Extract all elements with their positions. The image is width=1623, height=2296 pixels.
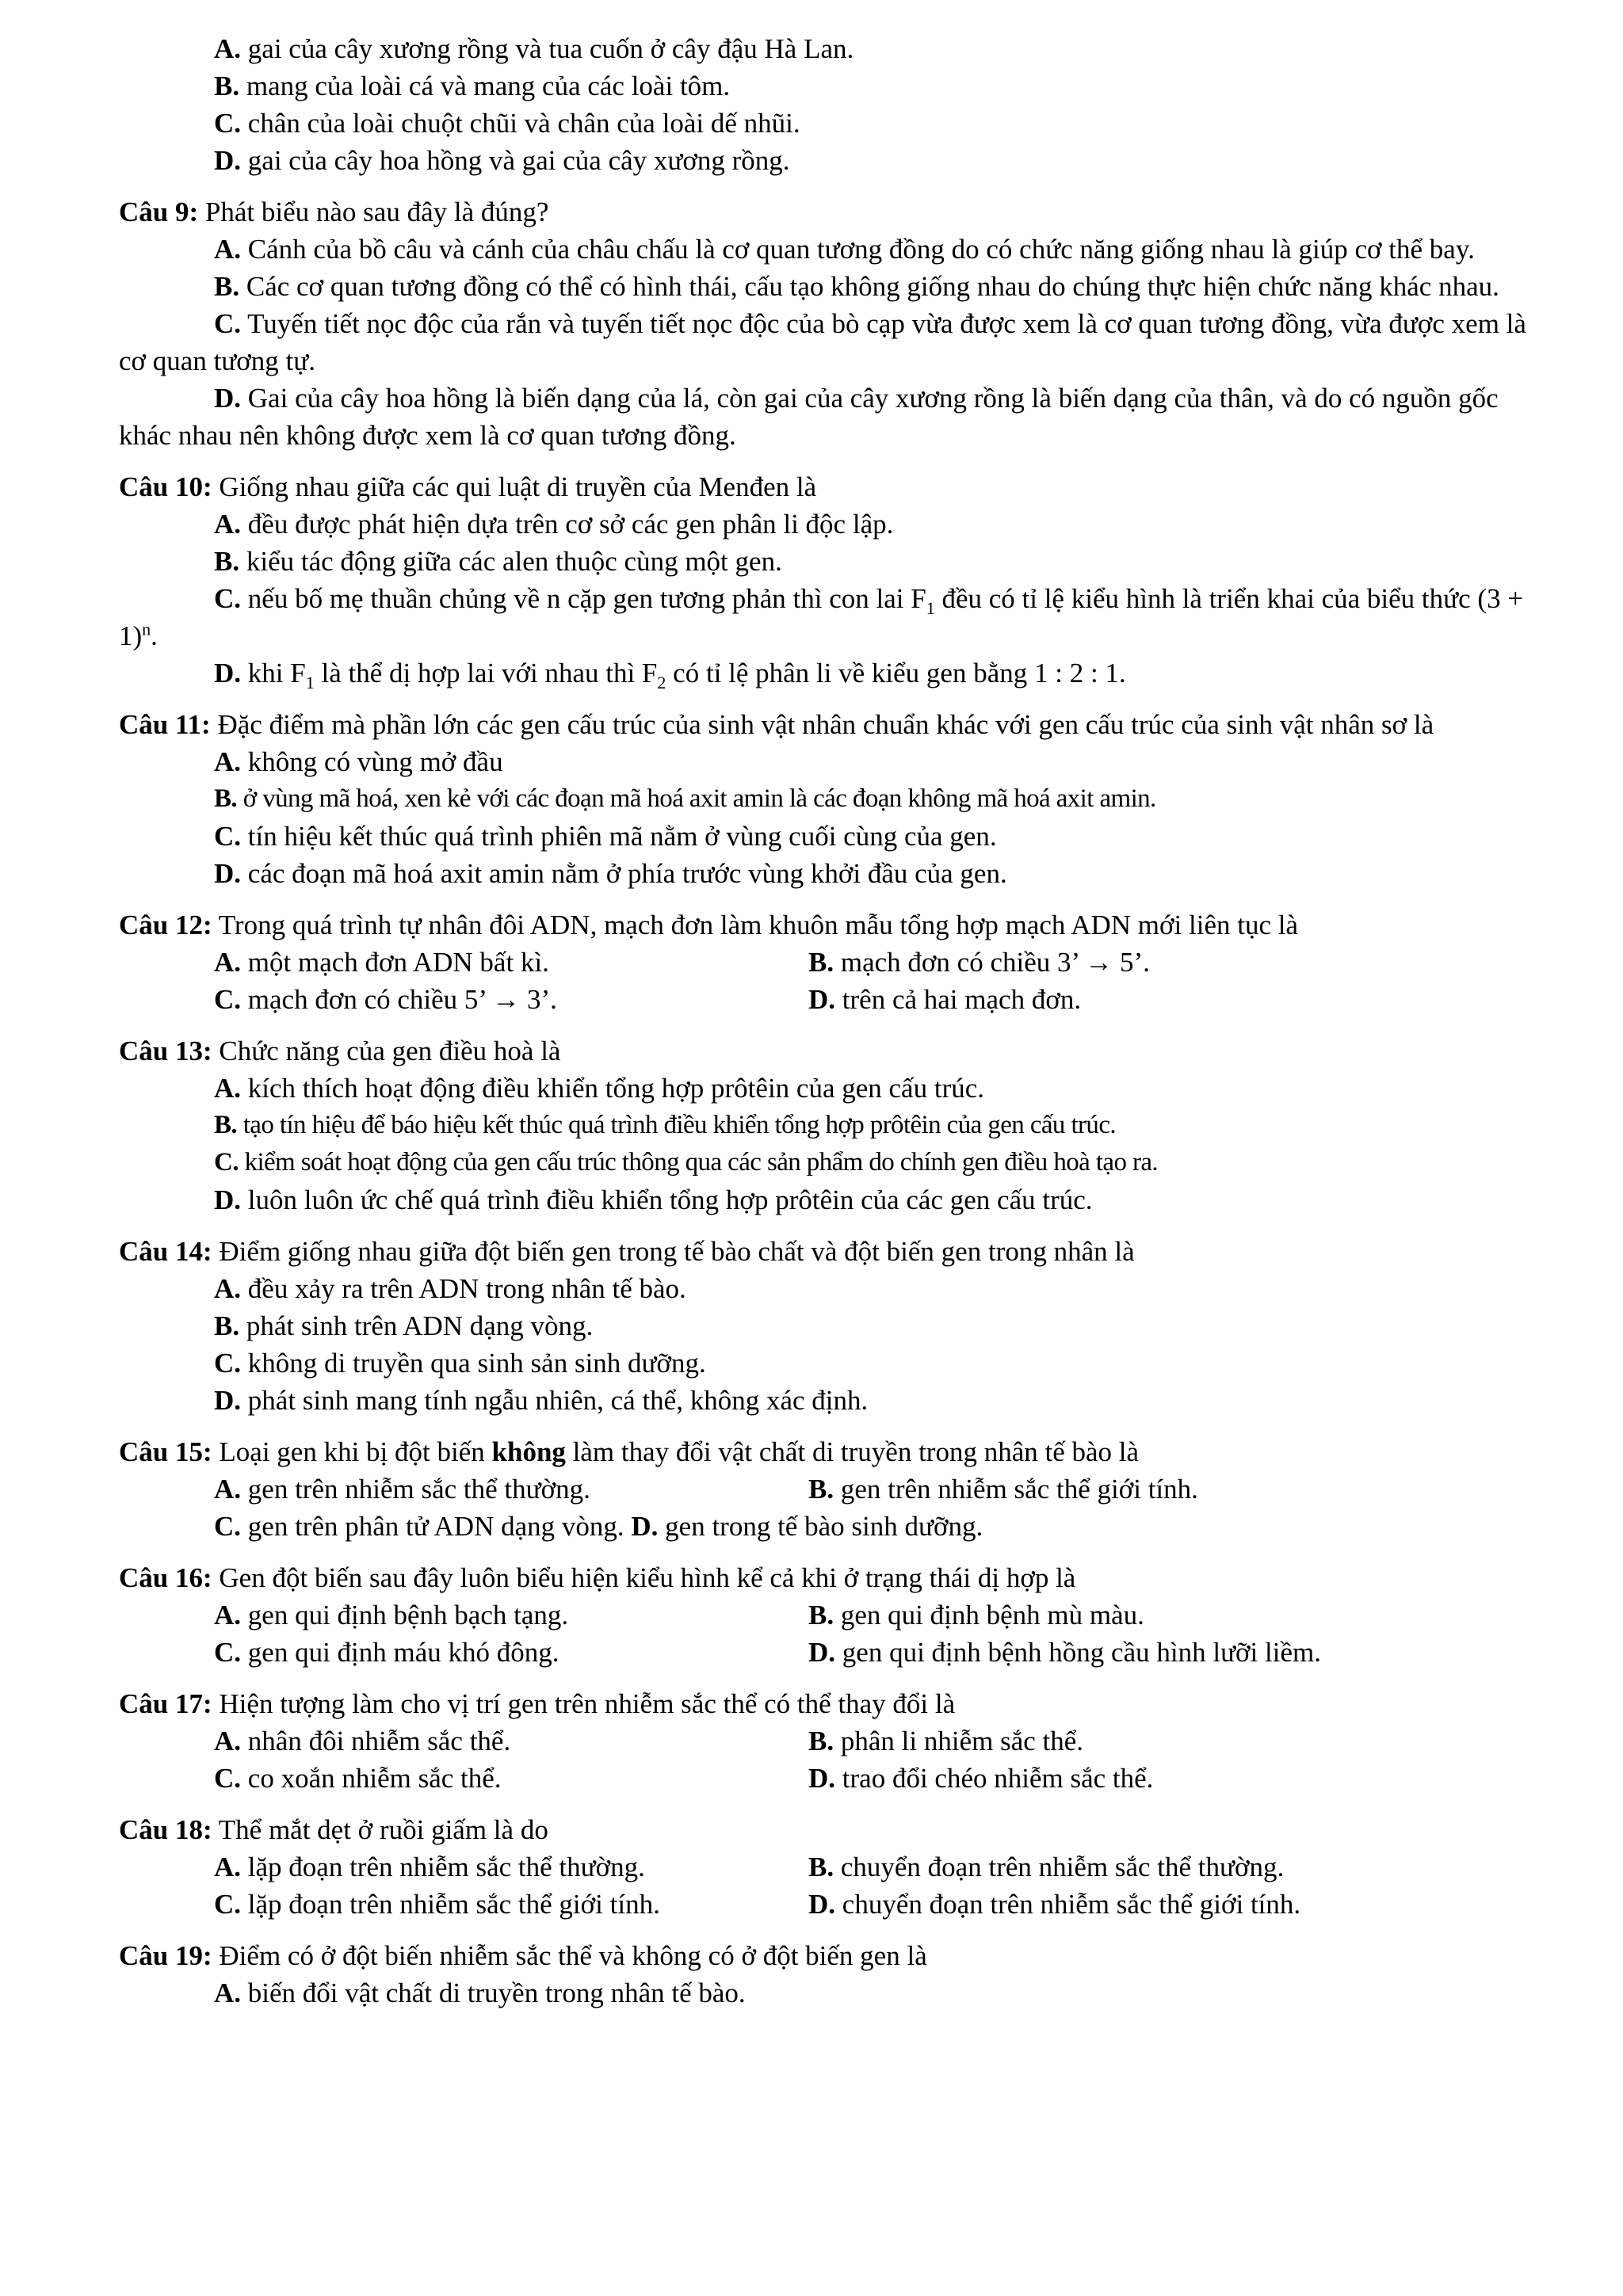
question-14: Câu 14: Điểm giống nhau giữa đột biến gen trong tế bào chất và đột biến gen trong nhân là [119, 1236, 1135, 1267]
option-a: A. đều được phát hiện dựa trên cơ sở các gen phân li độc lập. [214, 509, 894, 540]
option-d: D. trên cả hai mạch đơn. [808, 984, 1082, 1015]
option-a: A. biến đổi vật chất di truyền trong nhân tế bào. [214, 1978, 746, 2008]
option-c: C. tín hiệu kết thúc quá trình phiên mã nằm ở vùng cuối cùng của gen. [214, 821, 997, 852]
option-d: D. gai của cây hoa hồng và gai của cây xương rồng. [214, 145, 790, 176]
option-c: C. nếu bố mẹ thuần chủng về n cặp gen tương phản thì con lai $F_1$ đều có tỉ lệ kiểu hình là triển khai của biểu thức $(3 + 1)^n$. [119, 583, 1524, 651]
option-c: C. co xoắn nhiễm sắc thể. [214, 1763, 502, 1794]
option-b: B. mang của loài cá và mang của các loài tôm. [214, 71, 731, 101]
options-row-cd [119, 1508, 1545, 1545]
option-b: B. Các cơ quan tương đồng có thể có hình thái, cấu tạo không giống nhau do chúng thực hiện chức năng khác nhau. [214, 271, 1499, 302]
option-b: B. tạo tín hiệu để báo hiệu kết thúc quá trình điều khiển tổng hợp prôtêin của gen cấu trúc. [214, 1111, 1117, 1139]
option-b: B. ở vùng mã hoá, xen kẻ với các đoạn mã hoá axit amin là các đoạn không mã hoá axit amin. [214, 784, 1156, 813]
question-12: Câu 12: Trong quá trình tự nhân đôi ADN, mạch đơn làm khuôn mẫu tổng hợp mạch ADN mới liên tục là [119, 910, 1298, 940]
option-a: A. nhân đôi nhiễm sắc thể. [214, 1726, 511, 1756]
question-10: Câu 10: Giống nhau giữa các qui luật di truyền của Menđen là [119, 471, 817, 502]
question-11: Câu 11: Đặc điểm mà phần lớn các gen cấu trúc của sinh vật nhân chuẩn khác với gen cấu trúc của sinh vật nhân sơ là [119, 709, 1434, 740]
option-c: C. mạch đơn có chiều 5’ → 3’. [214, 984, 557, 1015]
options-row-cd [119, 1760, 1545, 1797]
option-b: B. phát sinh trên ADN dạng vòng. [214, 1310, 594, 1341]
question-19: Câu 19: Điểm có ở đột biến nhiễm sắc thể và không có ở đột biến gen là [119, 1940, 927, 1971]
option-c: C. lặp đoạn trên nhiễm sắc thể giới tính. [214, 1889, 660, 1920]
options-row-ab [119, 1848, 1545, 1886]
option-b: B. gen trên nhiễm sắc thể giới tính. [808, 1474, 1198, 1505]
question-13: Câu 13: Chức năng của gen điều hoà là [119, 1035, 561, 1066]
option-c: C. chân của loài chuột chũi và chân của loài dế nhũi. [214, 108, 800, 139]
question-9: Câu 9: Phát biểu nào sau đây là đúng? [119, 196, 549, 227]
options-row-ab [119, 1722, 1545, 1760]
options-row-cd [119, 1886, 1545, 1923]
option-c: C. kiểm soát hoạt động của gen cấu trúc thông qua các sản phẩm do chính gen điều hoà tạo ra. [214, 1148, 1159, 1177]
option-c: C. Tuyến tiết nọc độc của rắn và tuyến tiết nọc độc của bò cạp vừa được xem là cơ quan tương đồng, vừa được xem là cơ quan tương tự. [119, 308, 1526, 376]
question-16: Câu 16: Gen đột biến sau đây luôn biểu hiện kiểu hình kể cả khi ở trạng thái dị hợp là [119, 1562, 1076, 1593]
option-a: A. kích thích hoạt động điều khiển tổng hợp prôtêin của gen cấu trúc. [214, 1073, 985, 1104]
exam-page [119, 30, 1545, 2012]
option-d: D. gen qui định bệnh hồng cầu hình lưỡi liềm. [808, 1637, 1321, 1668]
options-row-cd [119, 1634, 1545, 1671]
option-b: B. phân li nhiễm sắc thể. [808, 1726, 1084, 1756]
option-d: D. các đoạn mã hoá axit amin nằm ở phía trước vùng khởi đầu của gen. [214, 858, 1007, 889]
question-18: Câu 18: Thể mắt dẹt ở ruồi giấm là do [119, 1814, 548, 1845]
options-row-ab [119, 944, 1545, 981]
option-a: A. gen trên nhiễm sắc thể thường. [214, 1474, 590, 1505]
option-b: B. kiểu tác động giữa các alen thuộc cùng một gen. [214, 546, 782, 577]
option-d: D. phát sinh mang tính ngẫu nhiên, cá thể, không xác định. [214, 1385, 869, 1416]
option-d: D. gen trong tế bào sinh dưỡng. [631, 1511, 983, 1542]
option-d: D. trao đổi chéo nhiễm sắc thể. [808, 1763, 1154, 1794]
option-a: A. gen qui định bệnh bạch tạng. [214, 1600, 569, 1630]
option-b: B. gen qui định bệnh mù màu. [808, 1600, 1144, 1630]
option-a: A. một mạch đơn ADN bất kì. [214, 947, 549, 978]
option-b: B. mạch đơn có chiều 3’ → 5’. [808, 947, 1150, 978]
question-15: Câu 15: Loại gen khi bị đột biến không làm thay đổi vật chất di truyền trong nhân tế bào là [119, 1436, 1140, 1467]
question-8-options [119, 30, 1545, 179]
option-c: C. không di truyền qua sinh sản sinh dưỡng. [214, 1348, 706, 1379]
option-d: D. luôn luôn ức chế quá trình điều khiển tổng hợp prôtêin của các gen cấu trúc. [214, 1184, 1093, 1215]
option-d: D. chuyển đoạn trên nhiễm sắc thể giới tính. [808, 1889, 1301, 1920]
option-a: A. Cánh của bồ câu và cánh của châu chấu là cơ quan tương đồng do có chức năng giống nhau là giúp cơ thể bay. [214, 234, 1475, 265]
option-c: C. gen qui định máu khó đông. [214, 1637, 559, 1668]
option-a: A. không có vùng mở đầu [214, 746, 503, 777]
option-a: A. đều xảy ra trên ADN trong nhân tế bào. [214, 1273, 686, 1304]
option-b: B. chuyển đoạn trên nhiễm sắc thể thường. [808, 1852, 1285, 1882]
option-d: D. Gai của cây hoa hồng là biến dạng của lá, còn gai của cây xương rồng là biến dạng của thân, và do có nguồn gốc khác nhau nên không được xem là cơ quan tương đồng. [119, 383, 1499, 451]
option-d: D. khi $F_1$ là thể dị hợp lai với nhau thì $F_2$ có tỉ lệ phân li về kiểu gen bằng 1 : 2 : 1. [214, 658, 1126, 692]
option-c: C. gen trên phân tử ADN dạng vòng. [214, 1511, 624, 1542]
options-row-ab [119, 1596, 1545, 1634]
question-17: Câu 17: Hiện tượng làm cho vị trí gen trên nhiễm sắc thể có thể thay đổi là [119, 1688, 956, 1719]
options-row-cd [119, 981, 1545, 1018]
option-a: A. lặp đoạn trên nhiễm sắc thể thường. [214, 1852, 645, 1882]
options-row-ab [119, 1470, 1545, 1508]
option-a: A. gai của cây xương rồng và tua cuốn ở cây đậu Hà Lan. [214, 33, 854, 64]
